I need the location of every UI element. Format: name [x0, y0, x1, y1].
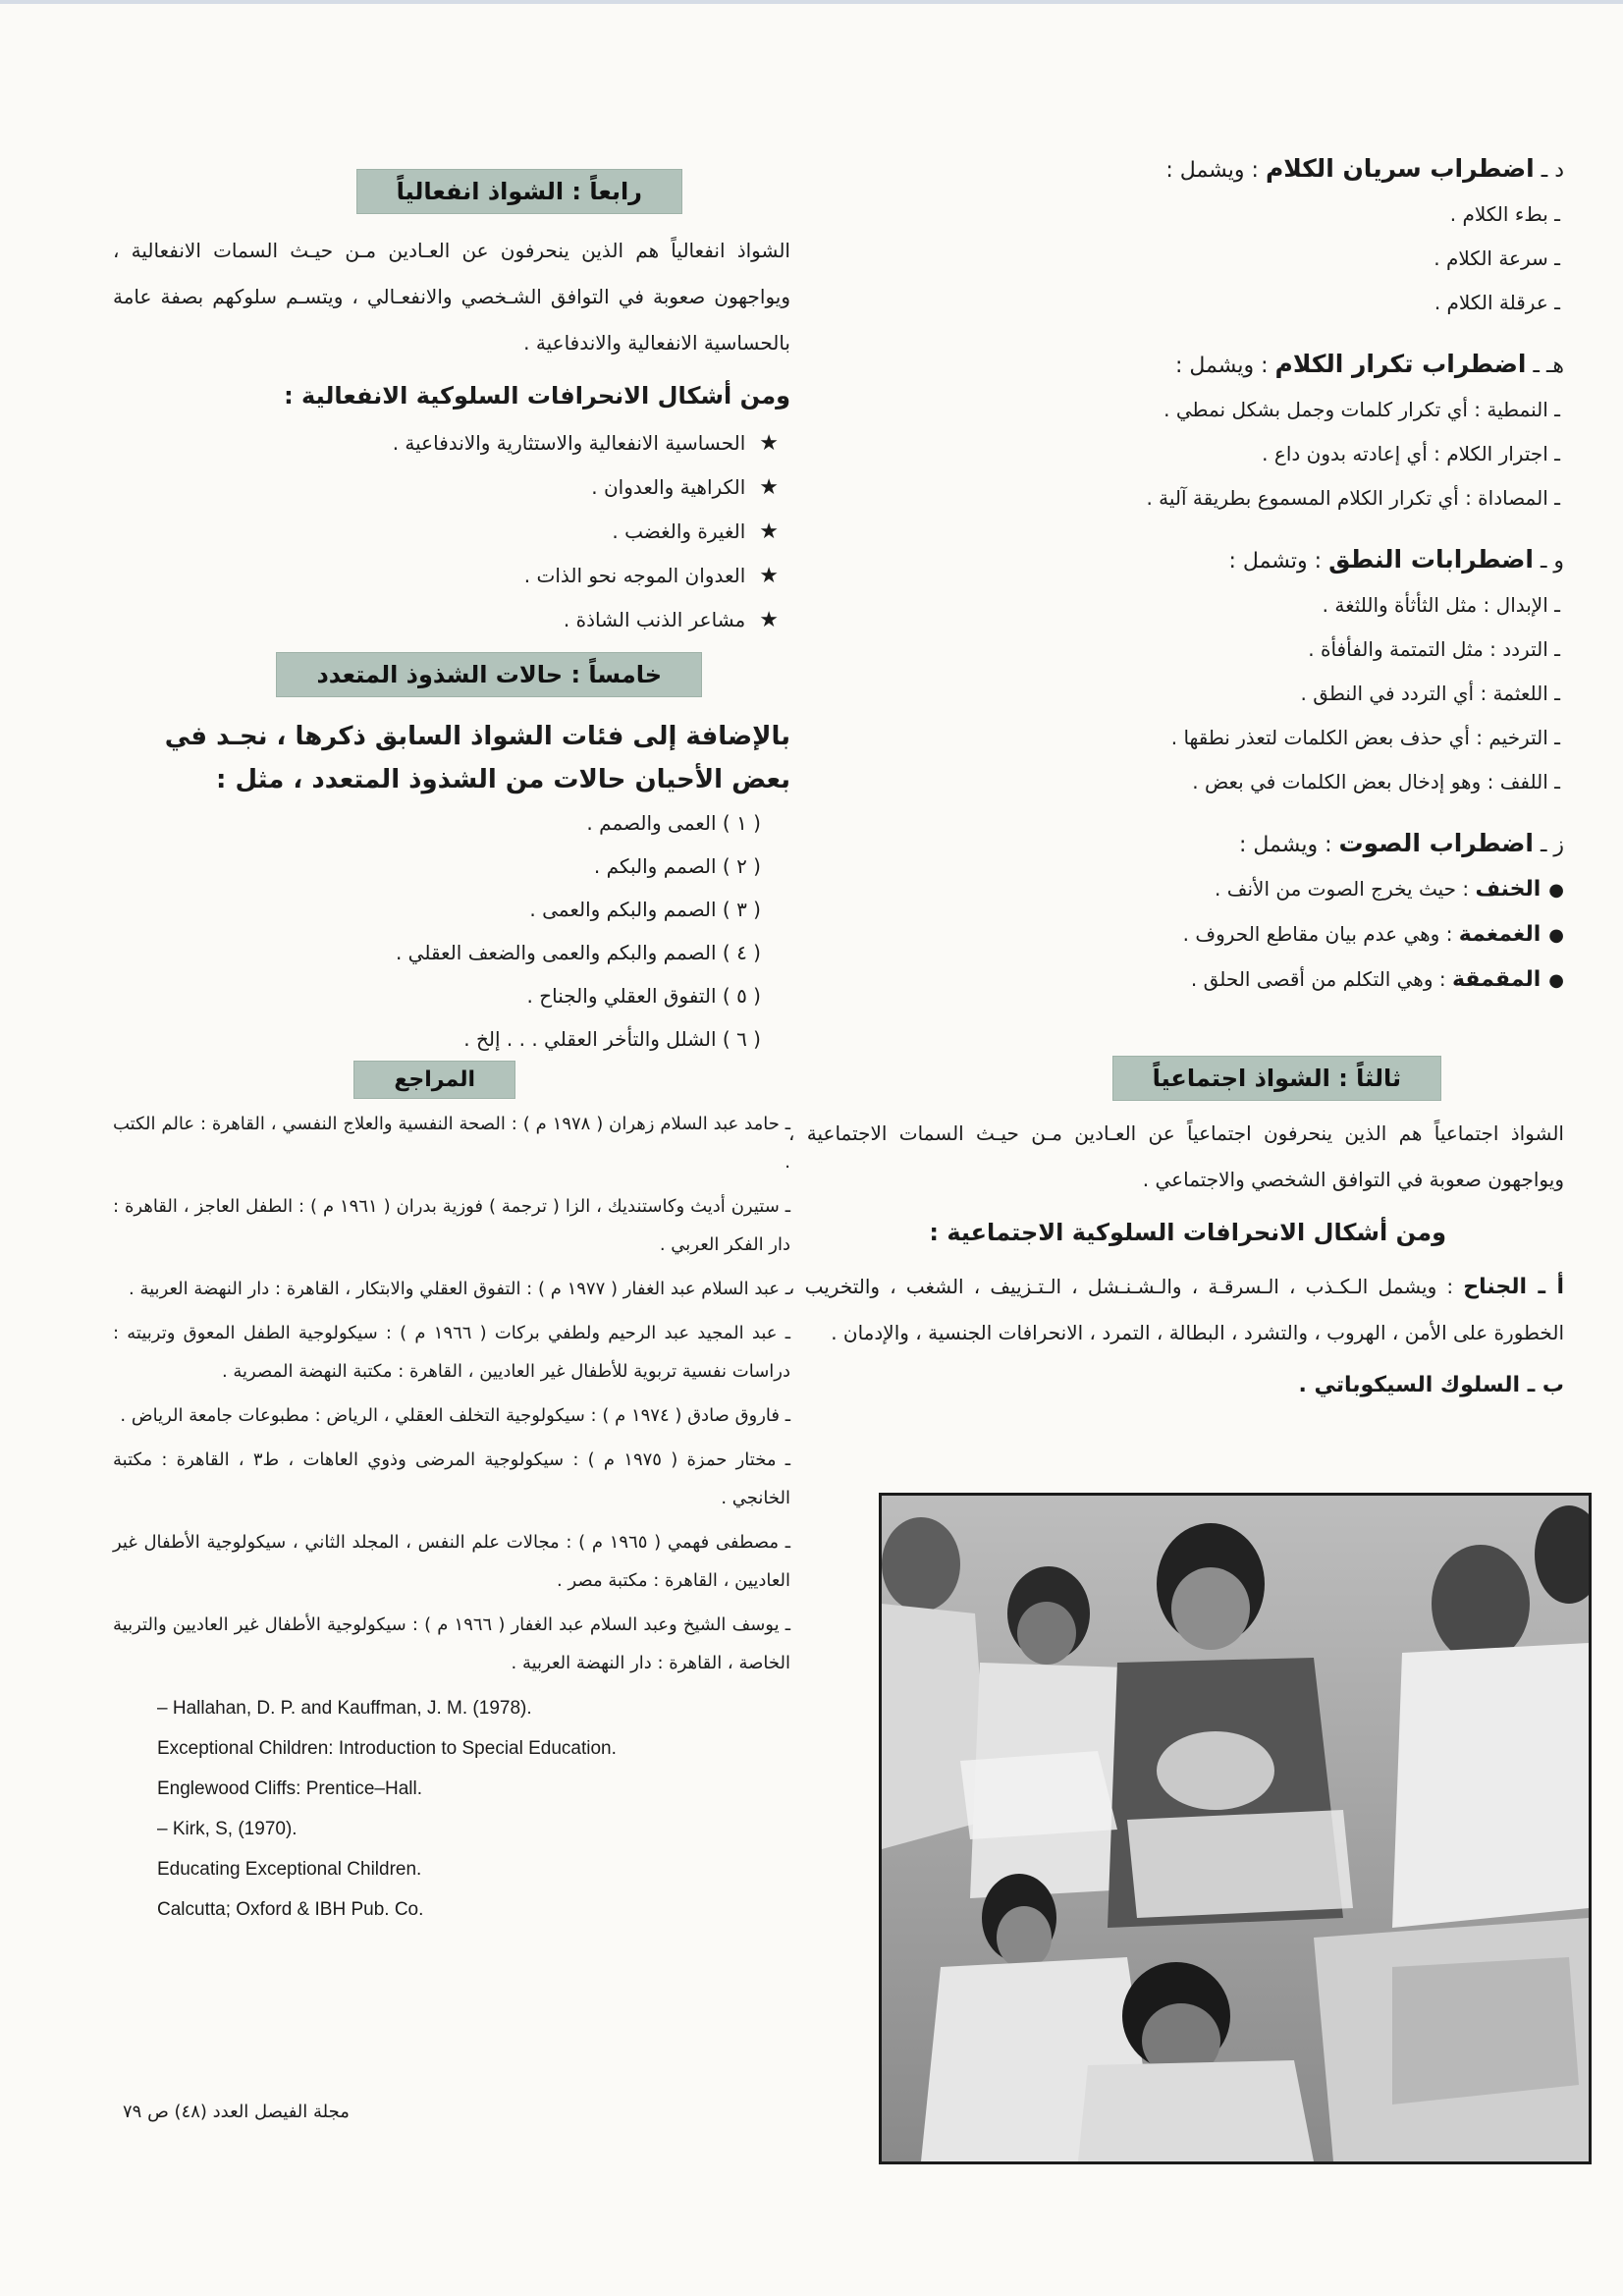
definition: : وهي عدم بيان مقاطع الحروف .: [1182, 922, 1453, 946]
list-item: [113, 421, 790, 465]
heading-letter: و ـ: [1540, 549, 1564, 574]
reference-item: ـ ستيرن أديث وكاستنديك ، الزا ( ترجمة ) فوزية بدران ( ١٩٦١ م ) : الطفل العاجز ، القاهرة : دار الفكر العربي .: [113, 1196, 790, 1255]
reference-item: ـ حامد عبد السلام زهران ( ١٩٧٨ م ) : الصحة النفسية والعلاج النفسي ، القاهرة : عالم الكتب .: [113, 1114, 790, 1173]
list-item: [788, 912, 1564, 957]
list-item: [113, 465, 790, 510]
list-item: ـ الإبدال : مثل الثأثأة واللثغة .: [1322, 593, 1560, 617]
top-border: [0, 0, 1623, 4]
list-item: ـ عرقلة الكلام .: [1434, 291, 1560, 314]
item-text: العدوان الموجه نحو الذات .: [523, 564, 746, 587]
list-item: [113, 554, 790, 598]
section-title: خامساً : حالات الشذوذ المتعدد: [276, 652, 702, 697]
list-item: ـ بطء الكلام .: [1449, 202, 1560, 226]
list-item: ـ التردد : مثل التمتمة والفأفأة .: [1308, 637, 1560, 661]
delinquency-item: [788, 1264, 1564, 1356]
list-item: ـ النمطية : أي تكرار كلمات وجمل بشكل نمطي .: [1163, 398, 1560, 421]
list-item: [113, 598, 790, 642]
heading-text: اضطرابات النطق: [1328, 545, 1534, 574]
reference-item: ـ مصطفى فهمي ( ١٩٦٥ م ) : مجالات علم النفس ، المجلد الثاني ، سيكولوجية الأطفال غير العاديين ، القاهرة : مكتبة مصر .: [113, 1532, 790, 1591]
heading-letter: ز ـ: [1540, 833, 1564, 857]
list-item: ـ اجترار الكلام : أي إعادته بدون داع .: [1262, 442, 1560, 465]
reference-line: Exceptional Children: Introduction to Special Education.: [157, 1738, 617, 1759]
heading-suffix: : ويشمل :: [1238, 833, 1332, 857]
emotional-section: [113, 169, 790, 642]
list-item: ـ سرعة الكلام .: [1434, 246, 1560, 270]
heading-letter: هـ ـ: [1533, 354, 1564, 378]
page-footer: مجلة الفيصل العدد (٤٨) ص ٧٩: [123, 2102, 350, 2122]
star-bullet-icon: ★: [759, 475, 779, 500]
dot-bullet-icon: ●: [1548, 925, 1564, 946]
dot-bullet-icon: ●: [1548, 880, 1564, 901]
dot-bullet-icon: ●: [1548, 970, 1564, 991]
list-item: [788, 957, 1564, 1003]
item-label: أ ـ الجناح: [1463, 1275, 1564, 1299]
classroom-photo: [879, 1493, 1592, 2164]
section-title: رابعاً : الشواذ انفعالياً: [356, 169, 682, 214]
star-bullet-icon: ★: [759, 519, 779, 544]
reference-line: Educating Exceptional Children.: [157, 1859, 422, 1880]
item-text: مشاعر الذنب الشاذة .: [563, 608, 746, 631]
heading-text: اضطراب تكرار الكلام: [1274, 350, 1527, 378]
reference-line: – Kirk, S, (1970).: [157, 1819, 298, 1839]
section-title: ثالثاً : الشواذ اجتماعياً: [1112, 1056, 1441, 1101]
section-paragraph: الشواذ انفعالياً هم الذين ينحرفون عن العـادين مـن حيـث السمات الانفعالية ، ويواجهون صعوبة في التوافق الشـخصي والانفعـالي ، ويتسـم سلوكهم بصفة عامة بالحساسية الانفعالية والاندفاعية .: [113, 239, 790, 355]
section-paragraph: الشواذ اجتماعياً هم الذين ينحرفون اجتماعياً عن العـادين مـن حيـث السمات الاجتماعية ، ويواجهون صعوبة في التوافق الشخصي والاجتماعي .: [788, 1121, 1564, 1191]
section-heading: [788, 822, 1564, 867]
definition: : وهي التكلم من أقصى الحلق .: [1190, 967, 1446, 991]
references-title: المراجع: [353, 1061, 515, 1099]
right-column: [788, 147, 1564, 1409]
list-item: ـ المصاداة : أي تكرار الكلام المسموع بطريقة آلية .: [1146, 486, 1560, 510]
star-bullet-icon: ★: [759, 564, 779, 588]
section-subheading: ومن أشكال الانحرافات السلوكية الاجتماعية :: [929, 1219, 1446, 1246]
left-column: [113, 169, 790, 1930]
english-references: [113, 1688, 790, 1930]
heading-text: اضطراب سريان الكلام: [1265, 154, 1535, 183]
reference-item: ـ عبد المجيد عبد الرحيم ولطفي بركات ( ١٩٦٦ م ) : سيكولوجية الطفل المعوق وتربيته : دراسات نفسية تربوية للأطفال غير العاديين ، القاهرة : مكتبة النهضة المصرية .: [113, 1323, 790, 1382]
section-heading: [788, 538, 1564, 583]
term: الغمغمة: [1458, 922, 1542, 947]
definition: : حيث يخرج الصوت من الأنف .: [1215, 877, 1470, 901]
list-item: ( ٤ ) الصمم والبكم والعمى والضعف العقلي .: [395, 941, 761, 964]
multiple-section: [113, 652, 790, 1061]
list-item: ـ اللعثمة : أي التردد في النطق .: [1300, 682, 1560, 705]
reference-line: Englewood Cliffs: Prentice–Hall.: [157, 1778, 423, 1799]
item-text: الكراهية والعدوان .: [591, 475, 746, 499]
list-item: [788, 867, 1564, 912]
heading-suffix: : ويشمل :: [1174, 354, 1269, 378]
section-subheading: ومن أشكال الانحرافات السلوكية الانفعالية :: [284, 382, 790, 410]
reference-line: Calcutta; Oxford & IBH Pub. Co.: [157, 1899, 424, 1920]
term: المقمقة: [1451, 967, 1542, 992]
references-section: [113, 1061, 790, 1930]
list-item: ( ١ ) العمى والصمم .: [586, 811, 761, 835]
list-item: ( ٢ ) الصمم والبكم .: [593, 854, 761, 878]
reference-item: ـ مختار حمزة ( ١٩٧٥ م ) : سيكولوجية المرضى وذوي العاهات ، ط٣ ، القاهرة : مكتبة الخانجي .: [113, 1449, 790, 1508]
voice-section: [788, 822, 1564, 1003]
list-item: ـ اللفف : وهو إدخال بعض الكلمات في بعض .: [1192, 770, 1560, 793]
section-heading: [788, 147, 1564, 192]
item-text: الغيرة والغضب .: [612, 519, 746, 543]
psychopathic-item: ب ـ السلوك السيكوباتي .: [1298, 1373, 1564, 1397]
item-text: : ويشمل الـكـذب ، الـسرقـة ، والـشـنـشل ، الـتـزييف ، الشغب ، والتخريب ، الخطورة على الأمن ، الهروب ، والتشرد ، البطالة ، التمرد ، الانحرافات الجنسية ، والإدمان .: [788, 1275, 1564, 1344]
heading-suffix: : ويشمل :: [1165, 158, 1259, 183]
item-text: الحساسية الانفعالية والاستثارية والاندفاعية .: [392, 431, 746, 455]
reference-line: – Hallahan, D. P. and Kauffman, J. M. (1978).: [157, 1698, 532, 1719]
section-heading: [788, 343, 1564, 388]
reference-item: ـ فاروق صادق ( ١٩٧٤ م ) : سيكولوجية التخلف العقلي ، الرياض : مطبوعات جامعة الرياض .: [120, 1405, 790, 1426]
photo-image: [882, 1496, 1589, 2161]
section-intro: بالإضافة إلى فئات الشواذ السابق ذكرها ، نجـد في بعض الأحيان حالات من الشذوذ المتعدد ، مثل :: [164, 722, 790, 794]
term: الخنف: [1475, 877, 1542, 902]
list-item: ( ٣ ) الصمم والبكم والعمى .: [529, 898, 761, 921]
star-bullet-icon: ★: [759, 608, 779, 632]
heading-suffix: : وتشمل :: [1228, 549, 1323, 574]
articulation-section: [788, 538, 1564, 804]
social-section: [788, 1056, 1564, 1409]
list-item: ( ٥ ) التفوق العقلي والجناح .: [526, 984, 761, 1008]
repetition-section: [788, 343, 1564, 520]
star-bullet-icon: ★: [759, 431, 779, 456]
reference-item: ـ يوسف الشيخ وعبد السلام عبد الغفار ( ١٩٦٦ م ) : سيكولوجية الأطفال غير العاديين والتربية الخاصة ، القاهرة : دار النهضة العربية .: [113, 1614, 790, 1673]
list-item: [113, 510, 790, 554]
list-item: ـ الترخيم : أي حذف بعض الكلمات لتعذر نطقها .: [1170, 726, 1560, 749]
reference-item: ـ عبد السلام عبد الغفار ( ١٩٧٧ م ) : التفوق العقلي والابتكار ، القاهرة : دار النهضة العربية .: [129, 1279, 790, 1299]
heading-letter: د ـ: [1541, 158, 1564, 183]
list-item: ( ٦ ) الشلل والتأخر العقلي . . . إلخ .: [463, 1027, 761, 1051]
speech-flow-section: [788, 147, 1564, 325]
heading-text: اضطراب الصوت: [1338, 829, 1534, 857]
